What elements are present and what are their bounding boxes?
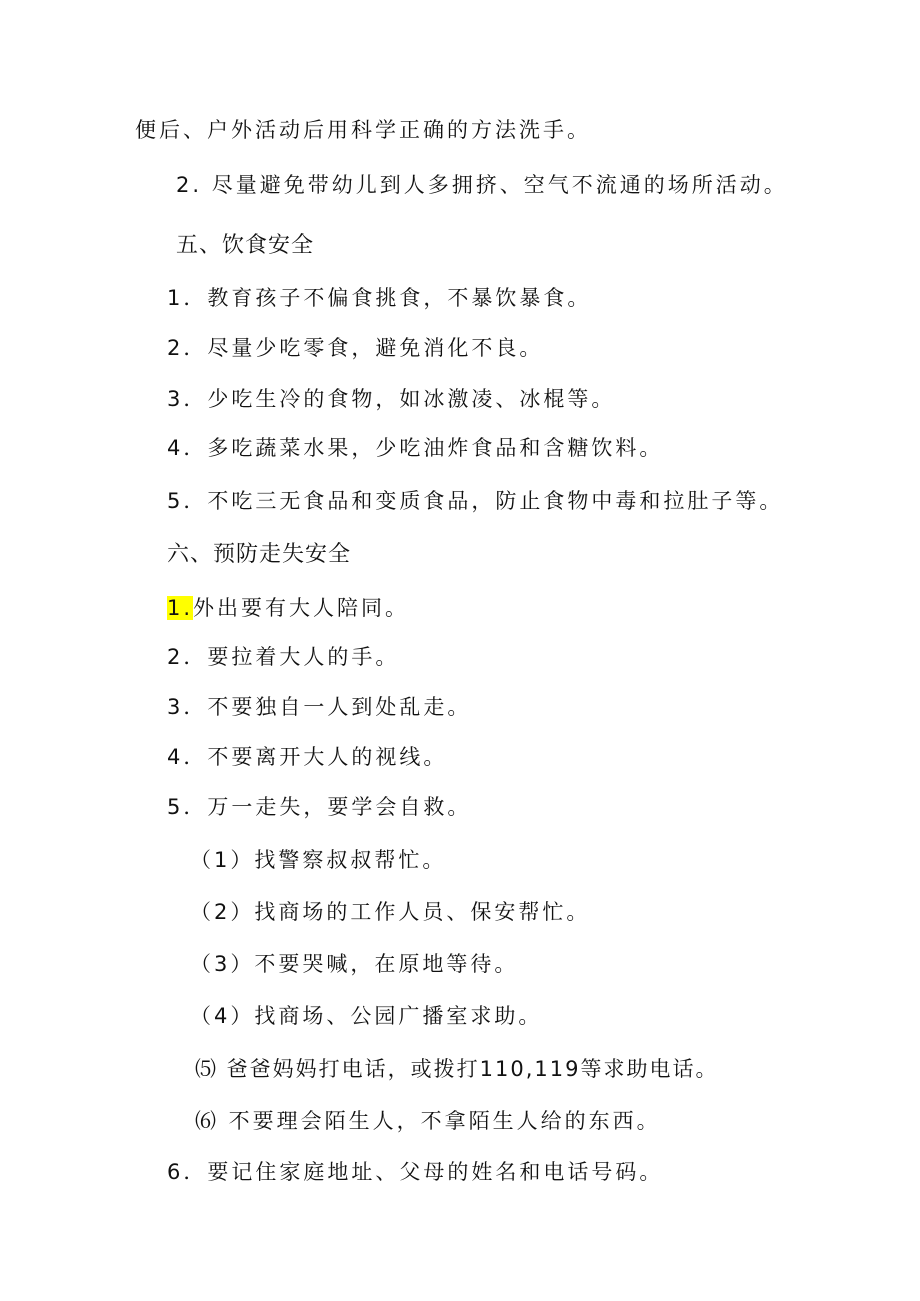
list-item: 1．教育孩子不偏食挑食，不暴饮暴食。: [167, 286, 592, 310]
sub-list-item: ⑸ 爸爸妈妈打电话，或拨打110,119等求助电话。: [195, 1057, 719, 1081]
list-item: 5．不吃三无食品和变质食品，防止食物中毒和拉肚子等。: [167, 489, 784, 513]
list-item: 2．要拉着大人的手。: [167, 645, 400, 669]
sub-list-item: （3）不要哭喊，在原地等待。: [190, 952, 519, 976]
section-heading-lost-prevention: 六、预防走失安全: [167, 542, 352, 567]
list-item: 3．少吃生冷的食物，如冰激凌、冰棍等。: [167, 387, 616, 411]
sub-list-item: （1）找警察叔叔帮忙。: [190, 848, 447, 872]
sub-list-item: （4）找商场、公园广播室求助。: [190, 1004, 543, 1028]
list-item-text: 外出要有大人陪同。: [193, 596, 410, 620]
list-item: 2. 尽量避免带幼儿到人多拥挤、空气不流通的场所活动。: [176, 173, 788, 197]
section-heading-diet-safety: 五、饮食安全: [176, 233, 315, 258]
list-item: 3．不要独自一人到处乱走。: [167, 695, 472, 719]
list-item: 4．多吃蔬菜水果，少吃油炸食品和含糖饮料。: [167, 436, 664, 460]
sub-list-item: ⑹ 不要理会陌生人，不拿陌生人给的东西。: [195, 1109, 661, 1133]
list-item: [167, 594, 409, 622]
list-item: 5．万一走失，要学会自救。: [167, 795, 472, 819]
paragraph-continuation: 便后、户外活动后用科学正确的方法洗手。: [135, 118, 591, 142]
highlighted-number: 1.: [167, 596, 194, 620]
list-item: 2．尽量少吃零食，避免消化不良。: [167, 336, 544, 360]
list-item: 4．不要离开大人的视线。: [167, 745, 448, 769]
sub-list-item: （2）找商场的工作人员、保安帮忙。: [190, 900, 591, 924]
list-item: 6．要记住家庭地址、父母的姓名和电话号码。: [167, 1160, 664, 1184]
